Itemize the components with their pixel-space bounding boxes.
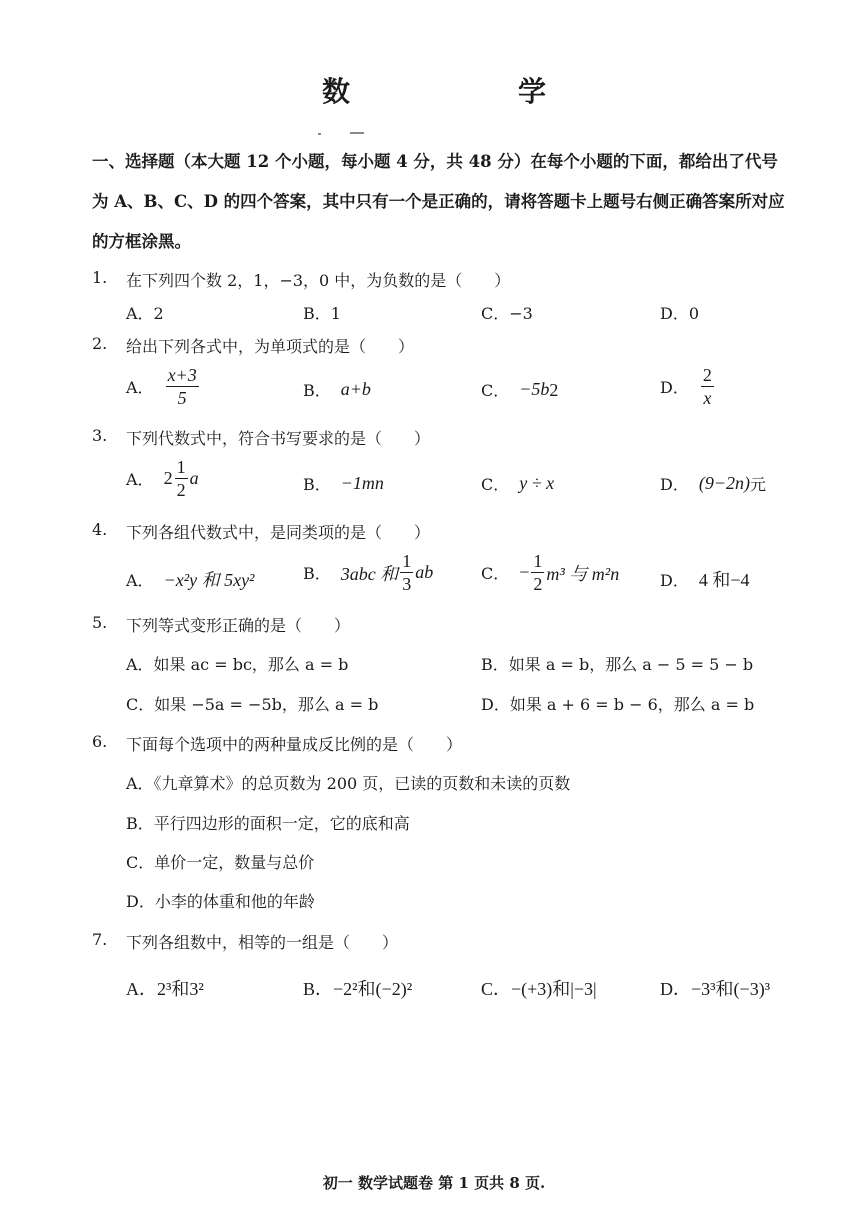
option-a <box>126 365 201 408</box>
option-a: A．《九章算术》的总页数为 200 页，已读的页数和未读的页数 <box>126 774 571 793</box>
option-c: C．单价一定，数量与总价 <box>126 853 315 872</box>
option-a: A．如果 ac = bc，那么 a = b <box>126 655 349 674</box>
numerator: 1 <box>402 551 412 571</box>
denominator: x <box>703 388 712 408</box>
option-label: C． <box>481 475 510 494</box>
math-expression: y ÷ x <box>519 473 555 493</box>
math-expression: m³ 与 m²n <box>546 563 620 584</box>
fraction <box>531 551 544 594</box>
denominator: 2 <box>533 574 543 594</box>
option-b: B．如果 a = b，那么 a − 5 = 5 − b <box>481 655 754 674</box>
option-d <box>660 566 750 592</box>
math-expression: 4 和−4 <box>698 570 750 590</box>
math-expression: 3abc 和 <box>340 563 399 584</box>
option-b: B．−2²和(−2)² <box>303 979 413 999</box>
option-label: B． <box>303 475 331 494</box>
math-expression: −1mn <box>340 473 384 493</box>
question-number: 2. <box>92 334 108 353</box>
math-expression: ab <box>415 562 434 582</box>
option-d: D．−3³和(−3)³ <box>660 979 771 999</box>
option-label: A． <box>126 570 154 590</box>
whole-number: 2 <box>163 468 173 488</box>
option-c: C． −5b 2 <box>481 379 559 400</box>
option-b <box>303 472 384 495</box>
option-c: C．−3 <box>481 304 533 323</box>
option-label: D． <box>660 570 689 590</box>
denominator: 3 <box>402 574 412 594</box>
option-d: D．0 <box>660 304 700 323</box>
option-label: A． <box>126 470 154 489</box>
option-a <box>126 566 254 592</box>
question-text: 给出下列各式中，为单项式的是（ ） <box>126 337 415 356</box>
denominator: 5 <box>177 388 187 408</box>
numerator: 1 <box>533 551 543 571</box>
option-label: C． <box>481 564 510 583</box>
question-number: 5. <box>92 613 108 632</box>
fraction <box>701 365 714 408</box>
question-text: 下列代数式中，符合书写要求的是（ ） <box>126 429 431 448</box>
option-a: A．2³和3² <box>126 979 204 999</box>
variable: a <box>189 468 199 488</box>
question-text: 下面每个选项中的两种量成反比例的是（ ） <box>126 735 463 754</box>
numerator: x+3 <box>167 365 197 385</box>
question-number: 3. <box>92 426 108 445</box>
math-expression: a+b <box>340 379 371 399</box>
option-b <box>303 378 371 401</box>
option-b <box>303 551 433 594</box>
numerator: 1 <box>176 457 186 477</box>
unit-label: 元 <box>749 475 766 494</box>
math-expression: (9−2n) <box>698 473 750 493</box>
question-text: 下列各组代数式中，是同类项的是（ ） <box>126 523 431 542</box>
option-label: B． <box>303 564 331 583</box>
fraction <box>175 457 188 500</box>
option-label: B． <box>303 381 331 400</box>
question-text: 在下列四个数 2，1，−3，0 中，为负数的是（ ） <box>126 271 511 290</box>
option-d: D．如果 a + 6 = b − 6，那么 a = b <box>481 695 755 714</box>
fraction <box>166 365 199 408</box>
page-footer: 初一 数学试题卷 第 1 页共 8 页. <box>322 1174 546 1192</box>
fraction <box>400 551 413 594</box>
option-c <box>481 551 619 594</box>
option-c <box>481 472 554 495</box>
question-text: 下列等式变形正确的是（ ） <box>126 616 351 635</box>
section-heading: 一、选择题（本大题 12 个小题，每小题 4 分，共 48 分）在每个小题的下面，都给出了代号为 A、B、C、D 的四个答案，其中只有一个是正确的，请将答题卡上题号右侧正确答案所对应的方框涂黑。 <box>92 152 785 251</box>
question-number: 6. <box>92 732 108 751</box>
question-number: 4. <box>92 520 108 539</box>
question-number: 7. <box>92 930 108 949</box>
math-expression: −x²y 和 5xy² <box>163 570 255 590</box>
minus-sign: − <box>519 562 530 582</box>
denominator: 2 <box>176 480 186 500</box>
option-label: D． <box>660 475 689 494</box>
question-number: 1. <box>92 268 108 287</box>
page-title: 数 学 <box>321 75 616 108</box>
scan-speck <box>318 133 321 135</box>
option-a: A．2 <box>126 304 164 323</box>
scan-speck <box>350 132 364 134</box>
option-b: B．1 <box>303 304 341 323</box>
option-d: D．小李的体重和他的年龄 <box>126 892 315 911</box>
option-a <box>126 457 199 500</box>
option-label: D． <box>660 378 689 397</box>
option-d <box>660 472 766 495</box>
option-c: C．−(+3)和|−3| <box>481 979 597 999</box>
option-b: B．平行四边形的面积一定，它的底和高 <box>126 814 410 833</box>
option-label: A． <box>126 378 154 397</box>
question-text: 下列各组数中，相等的一组是（ ） <box>126 933 399 952</box>
numerator: 2 <box>702 365 712 385</box>
option-c: C．如果 −5a = −5b，那么 a = b <box>126 695 379 714</box>
option-d <box>660 365 716 408</box>
math-expression: −5b <box>519 379 550 399</box>
option-label: C． <box>481 381 510 400</box>
